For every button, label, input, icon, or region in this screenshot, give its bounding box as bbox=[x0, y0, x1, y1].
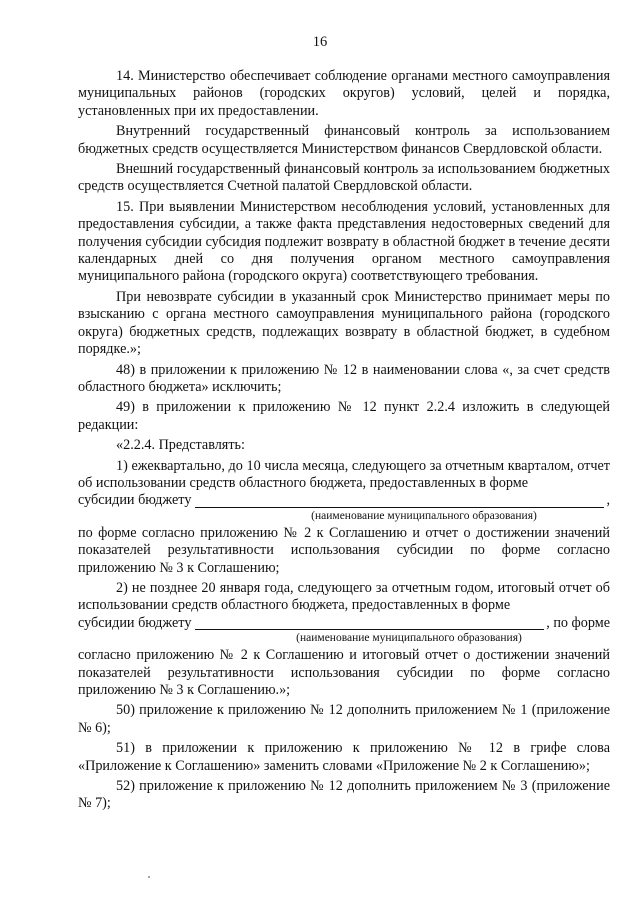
blank-line-2-lead: субсидии бюджету bbox=[78, 614, 192, 631]
paragraph-48: 48) в приложении к приложению № 12 в наименовании слова «, за счет средств областного бюджета» исключить; bbox=[78, 361, 610, 395]
paragraph-nonreturn: При невозврате субсидии в указанный срок Министерство принимает меры по взысканию с органа местного самоуправления муниципального района (городского округа) бюджетных средств, подлежащих возврату в областной бюджет, в судебном порядке.»; bbox=[78, 288, 610, 358]
page-number: 16 bbox=[312, 34, 328, 50]
blank-rule-1 bbox=[195, 493, 604, 508]
blank-line-1-lead: субсидии бюджету bbox=[78, 492, 192, 509]
paragraph-item-2: 2) не позднее 20 января года, следующего за отчетным годом, итоговый отчет об использовании средств областного бюджета, предоставленных в форме bbox=[78, 579, 610, 614]
paragraph-2-2-4: «2.2.4. Представлять: bbox=[116, 437, 245, 454]
paragraph-internal-control: Внутренний государственный финансовый контроль за использованием бюджетных средств осуществляется Министерством финансов Свердловской области. bbox=[78, 123, 610, 157]
paragraph-external-control: Внешний государственный финансовый контроль за использованием бюджетных средств осуществляется Счетной палатой Свердловской области. bbox=[78, 161, 610, 195]
blank-line-1 bbox=[78, 492, 610, 509]
scan-speck bbox=[148, 876, 150, 878]
paragraph-form-1: по форме согласно приложению № 2 к Соглашению и отчет о достижении значений показателей результативности использования субсидии по форме согласно приложению № 3 к Соглашению; bbox=[78, 524, 610, 576]
caption-municipality-1: (наименование муниципального образования) bbox=[311, 509, 537, 522]
paragraph-form-2: согласно приложению № 2 к Соглашению и итоговый отчет о достижении значений показателей результативности использования субсидии по форме согласно приложению № 3 к Соглашению.»; bbox=[78, 647, 610, 698]
caption-municipality-2: (наименование муниципального образования) bbox=[296, 632, 522, 645]
paragraph-14: 14. Министерство обеспечивает соблюдение органами местного самоуправления муниципальных районов (городских округов) условий, целей и порядка, установленных при их предоставлении. bbox=[78, 68, 610, 119]
paragraph-52: 52) приложение к приложению № 12 дополнить приложением № 3 (приложение № 7); bbox=[78, 778, 610, 812]
blank-rule-2 bbox=[195, 615, 544, 630]
paragraph-item-1: 1) ежеквартально, до 10 числа месяца, следующего за отчетным кварталом, отчет об использовании средств областного бюджета, предоставленных в форме bbox=[78, 457, 610, 491]
blank-line-2 bbox=[78, 615, 610, 632]
paragraph-15: 15. При выявлении Министерством несоблюдения условий, установленных для предоставления субсидии, а также факта представления недостоверных сведений для получения субсидии субсидия подлежит возврату в областной бюджет в течение десяти календарных дней со дня получения органом местного самоуправления муниципального района (городского округа) соответствующего требования. bbox=[78, 198, 610, 285]
blank-line-1-tail: , bbox=[606, 492, 610, 509]
paragraph-50: 50) приложение к приложению № 12 дополнить приложением № 1 (приложение № 6); bbox=[78, 702, 610, 736]
paragraph-51: 51) в приложении к приложению к приложению № 12 в грифе слова «Приложение к Соглашению» заменить словами «Приложение № 2 к Соглашению»; bbox=[78, 740, 610, 774]
paragraph-49: 49) в приложении к приложению № 12 пункт 2.2.4 изложить в следующей редакции: bbox=[78, 399, 610, 433]
document-body bbox=[78, 68, 610, 816]
blank-line-2-tail: , по форме bbox=[546, 614, 610, 631]
